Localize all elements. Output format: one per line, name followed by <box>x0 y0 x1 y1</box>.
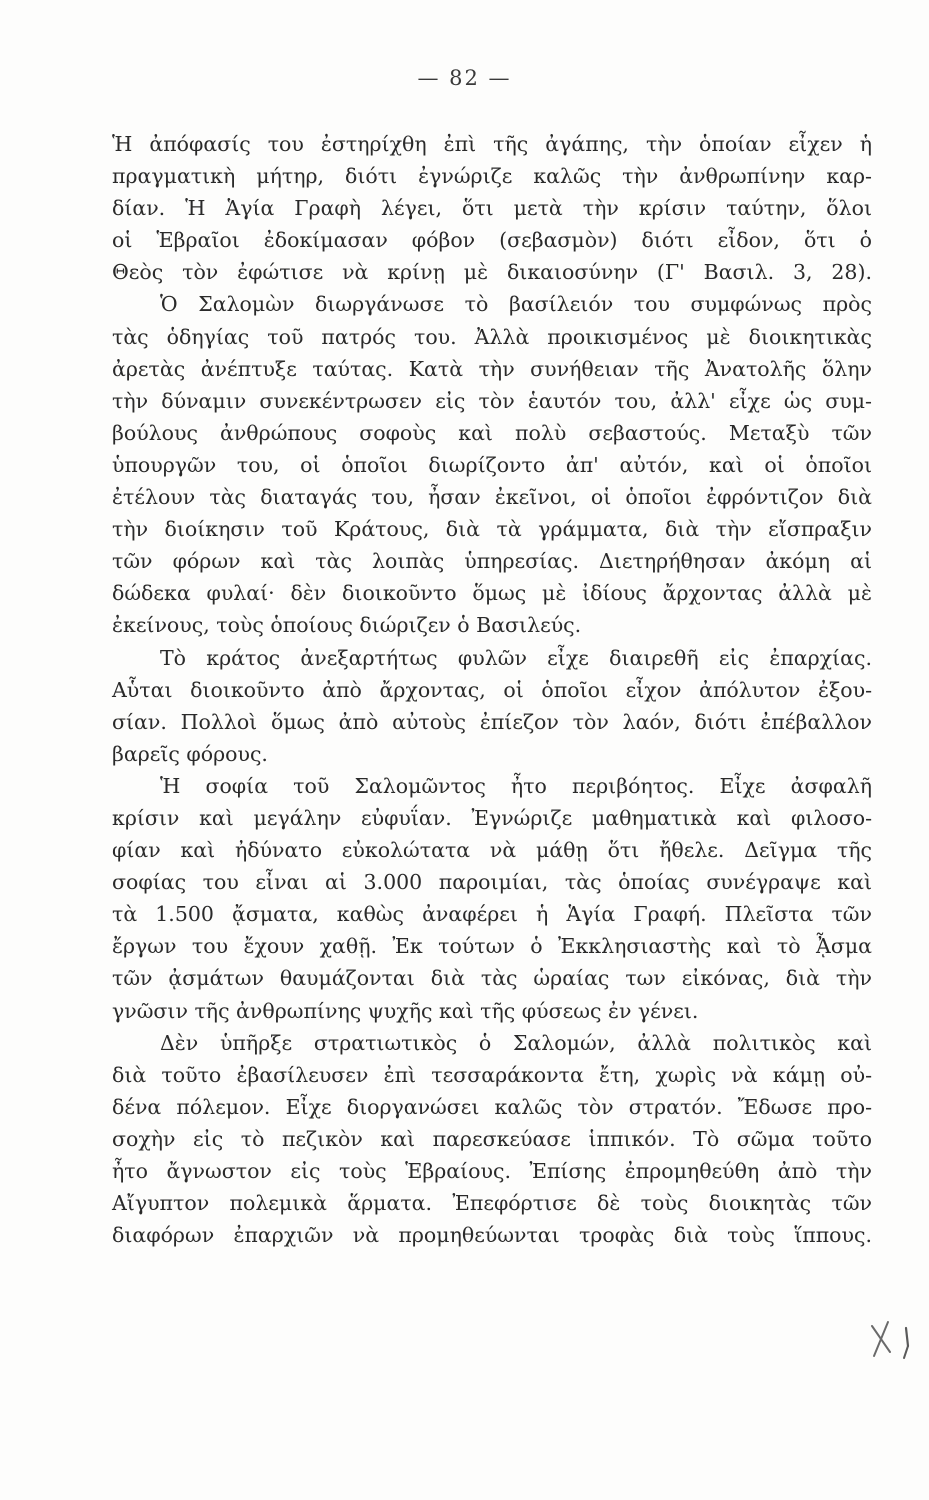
text-line: ἐτέλουν τὰς διαταγάς του, ἦσαν ἐκεῖνοι, οἱ ὁποῖοι ἐφρόντιζον διὰ <box>112 485 872 510</box>
text-line: πραγματικὴ μήτηρ, διότι ἐγνώριζε καλῶς τὴν ἀνθρωπίνην καρ- <box>112 164 872 189</box>
text-line: ἐκείνους, τοὺς ὁποίους διώριζεν ὁ Βασιλεύς. <box>112 613 582 638</box>
text-line: Ὁ Σαλομὼν διωργάνωσε τὸ βασίλειόν του συμφώνως πρὸς <box>160 292 872 317</box>
handwritten-margin-mark <box>866 1312 916 1362</box>
page-number: — 82 — <box>417 66 512 90</box>
text-line: δώδεκα φυλαί· δὲν διοικοῦντο ὅμως μὲ ἰδίους ἄρχοντας ἀλλὰ μὲ <box>112 581 872 606</box>
text-line: διὰ τοῦτο ἐβασίλευσεν ἐπὶ τεσσαράκοντα ἔτη, χωρὶς νὰ κάμῃ οὐ- <box>112 1062 872 1087</box>
text-line: τὰ 1.500 ᾄσματα, καθὼς ἀναφέρει ἡ Ἁγία Γραφή. Πλεῖστα τῶν <box>112 902 872 927</box>
text-line: κρίσιν καὶ μεγάλην εὐφυΐαν. Ἐγνώριζε μαθηματικὰ καὶ φιλοσο- <box>112 805 872 830</box>
text-line: Ἡ σοφία τοῦ Σαλομῶντος ἦτο περιβόητος. Εἶχε ἀσφαλῆ <box>160 773 872 798</box>
text-line: τῶν φόρων καὶ τὰς λοιπὰς ὑπηρεσίας. Διετηρήθησαν ἀκόμη αἱ <box>112 549 872 574</box>
text-line: δίαν. Ἡ Ἁγία Γραφὴ λέγει, ὅτι μετὰ τὴν κρίσιν ταύτην, ὅλοι <box>112 196 872 221</box>
text-line: Θεὸς τὸν ἐφώτισε νὰ κρίνῃ μὲ δικαιοσύνην (Γ' Βασιλ. 3, 28). <box>112 260 872 285</box>
text-line: τὰς ὁδηγίας τοῦ πατρός του. Ἀλλὰ προικισμένος μὲ διοικητικὰς <box>112 324 872 349</box>
text-line: δένα πόλεμον. Εἶχε διοργανώσει καλῶς τὸν στρατόν. Ἔδωσε προ- <box>112 1094 872 1119</box>
text-line: φίαν καὶ ἠδύνατο εὐκολώτατα νὰ μάθῃ ὅτι ἤθελε. Δεῖγμα τῆς <box>112 838 872 863</box>
body-text <box>112 128 872 1251</box>
text-line: τῶν ᾀσμάτων θαυμάζονται διὰ τὰς ὡραίας των εἰκόνας, διὰ τὴν <box>112 966 872 991</box>
text-line: ἦτο ἄγνωστον εἰς τοὺς Ἑβραίους. Ἐπίσης ἐπρομηθεύθη ἀπὸ τὴν <box>112 1159 872 1183</box>
text-line: σοφίας του εἶναι αἱ 3.000 παροιμίαι, τὰς ὁποίας συνέγραψε καὶ <box>112 870 872 895</box>
text-line: τὴν δύναμιν συνεκέντρωσεν εἰς τὸν ἑαυτόν του, ἀλλ' εἶχε ὡς συμ- <box>112 388 872 413</box>
text-line: τὴν διοίκησιν τοῦ Κράτους, διὰ τὰ γράμματα, διὰ τὴν εἴσπραξιν <box>112 517 872 542</box>
text-line: σοχὴν εἰς τὸ πεζικὸν καὶ παρεσκεύασε ἱππικόν. Τὸ σῶμα τοῦτο <box>112 1126 872 1151</box>
text-line: Δὲν ὑπῆρξε στρατιωτικὸς ὁ Σαλομών, ἀλλὰ πολιτικὸς καὶ <box>160 1030 872 1055</box>
text-line: ἔργων του ἔχουν χαθῇ. Ἐκ τούτων ὁ Ἐκκλησιαστὴς καὶ τὸ ᾎσμα <box>112 934 872 959</box>
text-line: Τὸ κράτος ἀνεξαρτήτως φυλῶν εἶχε διαιρεθῆ εἰς ἐπαρχίας. <box>160 645 872 670</box>
text-line: βούλους ἀνθρώπους σοφοὺς καὶ πολὺ σεβαστούς. Μεταξὺ τῶν <box>112 420 872 445</box>
text-line: οἱ Ἑβραῖοι ἐδοκίμασαν φόβον (σεβασμὸν) διότι εἶδον, ὅτι ὁ <box>112 228 872 253</box>
text-line: Αὗται διοικοῦντο ἀπὸ ἄρχοντας, οἱ ὁποῖοι εἶχον ἀπόλυτον ἐξου- <box>112 677 872 702</box>
text-line: σίαν. Πολλοὶ ὅμως ἀπὸ αὐτοὺς ἐπίεζον τὸν λαόν, διότι ἐπέβαλλον <box>112 709 872 734</box>
text-line: γνῶσιν τῆς ἀνθρωπίνης ψυχῆς καὶ τῆς φύσεως ἐν γένει. <box>112 998 699 1023</box>
text-line: Ἡ ἀπόφασίς του ἐστηρίχθη ἐπὶ τῆς ἀγάπης, τὴν ὁποίαν εἶχεν ἡ <box>112 132 872 156</box>
text-line: ἀρετὰς ἀνέπτυξε ταύτας. Κατὰ τὴν συνήθειαν τῆς Ἀνατολῆς ὅλην <box>112 356 872 381</box>
text-line: ὑπουργῶν του, οἱ ὁποῖοι διωρίζοντο ἀπ' αὐτόν, καὶ οἱ ὁποῖοι <box>112 452 872 477</box>
text-line: βαρεῖς φόρους. <box>112 741 268 766</box>
text-line: Αἴγυπτον πολεμικὰ ἅρματα. Ἐπεφόρτισε δὲ τοὺς διοικητὰς τῶν <box>112 1191 872 1216</box>
text-line: διαφόρων ἐπαρχιῶν νὰ προμηθεύωνται τροφὰς διὰ τοὺς ἵππους. <box>112 1223 872 1248</box>
